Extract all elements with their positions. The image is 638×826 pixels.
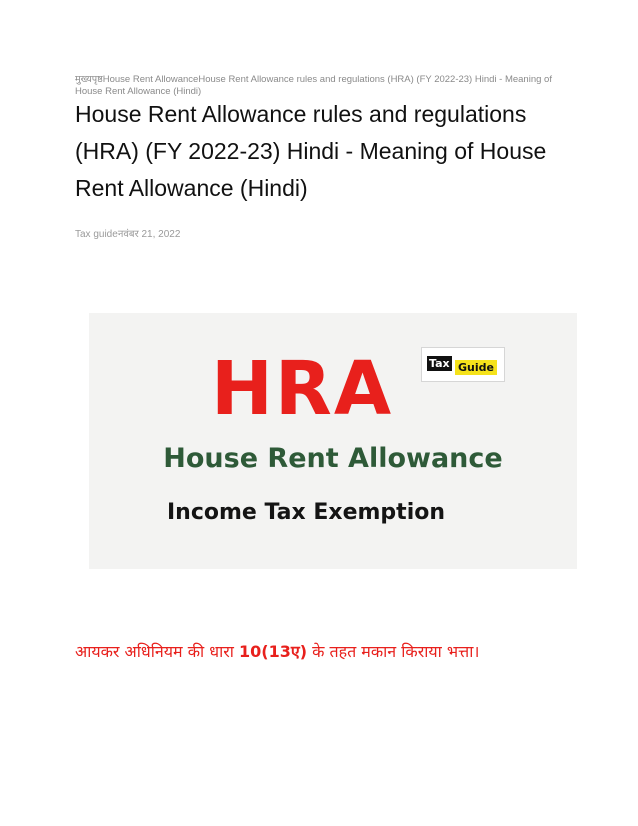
featured-image — [89, 313, 577, 569]
tax-guide-logo — [421, 347, 505, 382]
breadcrumb-category-link[interactable]: House Rent Allowance — [102, 74, 199, 85]
banner-tagline: Income Tax Exemption — [167, 500, 446, 525]
breadcrumb-home-link[interactable]: मुख्यपृष्ठ — [75, 74, 103, 85]
logo-guide-text: Guide — [455, 360, 497, 375]
intro-paragraph — [75, 640, 595, 664]
page-title: House Rent Allowance rules and regulations (HRA) (FY 2022-23) Hindi - Meaning of House Rent Allowance (Hindi) — [75, 101, 547, 201]
intro-text-start: आयकर अधिनियम की धारा — [75, 642, 239, 661]
post-date: नवंबर 21, 2022 — [117, 229, 181, 240]
post-meta — [75, 226, 180, 240]
breadcrumb — [75, 74, 575, 98]
breadcrumb-current: House Rent Allowance rules and regulations (HRA) (FY 2022-23) Hindi - Meaning of House Rent Allowance (Hindi) — [75, 74, 552, 97]
banner-heading: HRA — [211, 346, 394, 432]
author-link[interactable]: Tax guide — [75, 229, 118, 240]
intro-text-end: के तहत मकान किराया भत्ता। — [307, 642, 480, 661]
intro-section-number: 10(13ए) — [239, 642, 308, 661]
logo-tax-text: Tax — [429, 357, 450, 370]
banner-subheading: House Rent Allowance — [163, 443, 503, 474]
